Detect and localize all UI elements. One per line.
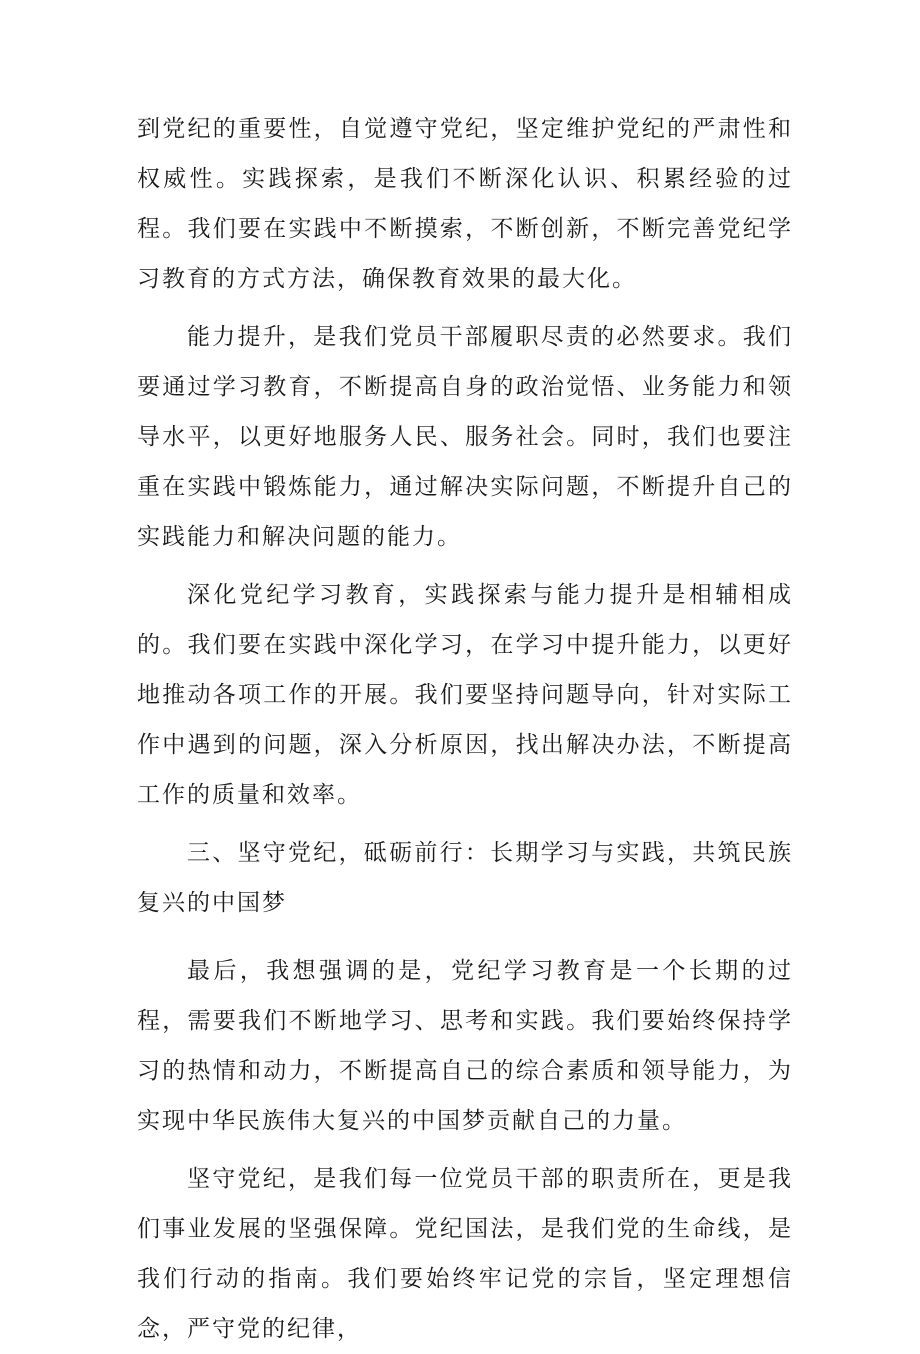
paragraph-gap	[137, 304, 793, 312]
document-body	[137, 104, 793, 1354]
paragraph-gap	[137, 928, 793, 946]
paragraph-3: 深化党纪学习教育，实践探索与能力提升是相辅相成的。我们要在实践中深化学习，在学习中提升能力，以更好地推动各项工作的开展。我们要坚持问题导向，针对实际工作中遇到的问题，深入分析原因，找出解决办法，不断提高工作的质量和效率。	[137, 582, 793, 808]
paragraph-gap	[137, 1146, 793, 1154]
paragraph-2: 能力提升，是我们党员干部履职尽责的必然要求。我们要通过学习教育，不断提高自身的政治觉悟、业务能力和领导水平，以更好地服务人民、服务社会。同时，我们也要注重在实践中锻炼能力，通过解决实际问题，不断提升自己的实践能力和解决问题的能力。	[137, 324, 793, 550]
section-heading-3: 三、坚守党纪，砥砺前行：长期学习与实践，共筑民族复兴的中国梦	[137, 840, 793, 916]
paragraph-4: 最后，我想强调的是，党纪学习教育是一个长期的过程，需要我们不断地学习、思考和实践。我们要始终保持学习的热情和动力，不断提高自己的综合素质和领导能力，为实现中华民族伟大复兴的中国梦贡献自己的力量。	[137, 958, 793, 1134]
paragraph-5: 坚守党纪，是我们每一位党员干部的职责所在，更是我们事业发展的坚强保障。党纪国法，是我们党的生命线，是我们行动的指南。我们要始终牢记党的宗旨，坚定理想信念，严守党的纪律，	[137, 1166, 793, 1342]
paragraph-1: 到党纪的重要性，自觉遵守党纪，坚定维护党纪的严肃性和权威性。实践探索，是我们不断深化认识、积累经验的过程。我们要在实践中不断摸索，不断创新，不断完善党纪学习教育的方式方法，确保教育效果的最大化。	[137, 116, 793, 292]
paragraph-gap	[137, 820, 793, 828]
paragraph-gap	[137, 562, 793, 570]
